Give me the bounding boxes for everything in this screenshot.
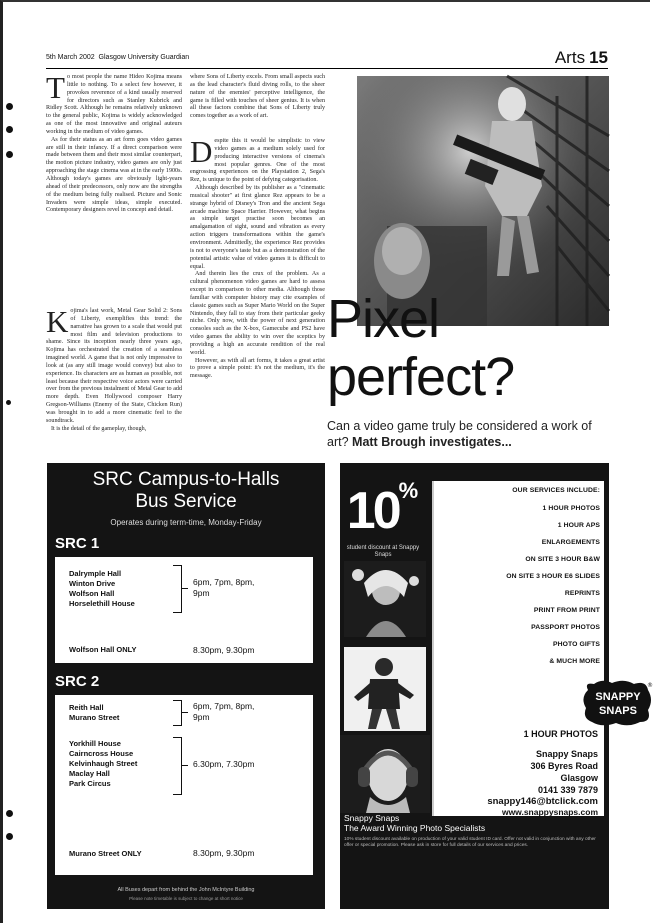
section-name: Arts (554, 48, 586, 67)
binder-hole-mark (6, 833, 13, 840)
shop-phone: 0141 339 7879 (537, 785, 598, 795)
byline: Matt Brough investigates... (352, 435, 512, 449)
binder-hole-mark (6, 400, 11, 405)
logo-line-2: SNAPS (599, 705, 637, 717)
promo-photo-man (344, 647, 426, 731)
article-column-1b (46, 304, 182, 454)
service-item: 1 HOUR PHOTOS (542, 505, 600, 512)
stop-name: Horselethill House (69, 599, 135, 608)
article-paragraph: As for their status as an art form goes video games are still in their infancy. If a direct comparison were made between them and their most similar counterpart, the motion picture industry, video games are only just approaching the stage cinema was at in the early 1900s. Although today's games are obviously light-years ahead of their predecessors, only now are the strengths of the medium being fully realised. Picture and Sonic Invaders were simple ideas, simple executed. Contemporary designers revel in concept and detail. (46, 136, 182, 214)
ad-terms: 10% student discount available on production of your valid student ID card. Offer not valid in conjunction with any other offer or special promotion. Please ask in store for full details of our services and prices. (344, 837, 596, 848)
stops-bracket (173, 700, 182, 726)
bracket-tick (182, 588, 188, 589)
src-2-only-panel (55, 815, 313, 875)
service-item: ENLARGEMENTS (541, 539, 600, 546)
stop-name: Murano Street (69, 713, 120, 722)
article-paragraph: o most people the name Hideo Kojima means little to nothing. To a select few however, it provokes reverence of a kind usually reserved for directors such as Stanley Kubrick and Ridley Scott. Although he remains relatively unknown to the general public, Kojima is widely acknowledged as one of the most innovative and original auteurs working in the medium of video games. (46, 74, 182, 135)
shop-address-1: 306 Byres Road (530, 761, 598, 771)
headline-line-2: perfect? (327, 347, 515, 407)
shop-name: Snappy Snaps (535, 749, 598, 759)
departure-times: 8.30pm, 9.30pm (193, 848, 255, 858)
caption-line-1: Snappy Snaps (344, 813, 400, 823)
departure-times: 6pm, 7pm, 8pm, (193, 701, 255, 711)
src-1-stops (69, 569, 135, 609)
src-2-label: SRC 2 (55, 673, 100, 690)
src-2-schedule-panel (55, 695, 313, 815)
article-paragraph: where Sons of Liberty excels. From small aspects such as the lead character's fluid diving rolls, to the sheer nature of the enemies' perceptive intelligence, the game is filled with touches of sheer genius. It is when all these factors combine that Sons of Liberty truly comes together as a work of art. (190, 74, 325, 120)
service-item: ON SITE 3 HOUR E6 SLIDES (506, 573, 600, 580)
service-item: PASSPORT PHOTOS (531, 624, 600, 631)
bus-ad-title-line-2: Bus Service (135, 491, 237, 512)
snappy-snaps-advert (340, 463, 653, 909)
ad-caption (344, 813, 594, 833)
article-standfirst (327, 418, 612, 450)
stop-name: Wolfson Hall ONLY (69, 645, 137, 654)
header-dateline (46, 54, 189, 61)
bus-ad-footer: All Buses depart from behind the John McIntyre Building (117, 887, 255, 893)
article-paragraph: However, as with all art forms, it takes a great artist to prove a simple point: it's not the medium, it's the message. (190, 357, 325, 380)
stop-name: Winton Drive (69, 579, 116, 588)
dropcap-d: D (190, 134, 213, 169)
article-column-2b (190, 134, 325, 454)
dropcap-t: T (46, 70, 65, 105)
bus-ad-title-line-1: SRC Campus-to-Halls (92, 469, 280, 490)
binder-hole-mark (6, 151, 13, 158)
src-2-times-a (193, 701, 254, 723)
discount-value (340, 478, 422, 541)
headline-line-1: Pixel (327, 289, 440, 349)
article-paragraph: It is the detail of the gameplay, though, (51, 425, 147, 432)
header-rule (46, 68, 608, 69)
promo-photo-woman (344, 561, 426, 637)
services-heading: OUR SERVICES INCLUDE: (512, 487, 600, 494)
src-1-label: SRC 1 (55, 535, 100, 552)
stop-name: Cairncross House (69, 749, 134, 758)
article-paragraph: ojima's last work, Metal Gear Solid 2: Sons of Liberty, exemplifies this trend: the narrative has grown to a scale that would put most film and television productions to shame. Since its inception nearly three years ago, Kojima has orchestrated the creation of a seamless imagined world. A game that is not only impressive to look at (as any still image would convey) but also to experience. Its characters are as human as possible, not least because their respective voice actors were carried over from the previous instalment of Metal Gear to add more depth. Even Hollywood composer Harry Gregson-Williams (Enemy of the State, Chicken Run) was brought in to add a more cinematic feel to the soundtrack. (46, 308, 182, 424)
stop-name: Murano Street ONLY (69, 849, 142, 858)
article-paragraph: Although described by its publisher as a "cinematic musical shooter" at first glance Rez appears to be a strange hybrid of Disney's Tron and the ancient Sega arcade machine Space Harrier. However, what begins as simple target practise soon becomes an amalgamation of sight, sound and vibration as every action triggers transformations within the game's environment. Admittedly, the experience Rez provides is not to everyone's taste but as a demonstration of the potential artistic value of video games it is difficult to equal. (190, 185, 325, 270)
promo-photo-man-image (344, 647, 426, 731)
promo-photo-headphones-image (340, 735, 430, 813)
binder-hole-mark (6, 126, 13, 133)
standfirst-text: Can a video game truly be considered a work of art? (327, 419, 592, 449)
logo-line-1: SNAPPY (595, 691, 641, 703)
stops-bracket (173, 737, 182, 795)
header-date: 5th March 2002 (46, 54, 95, 61)
stops-bracket (173, 565, 182, 613)
src-2-stops-b (69, 739, 137, 789)
discount-text: student discount at Snappy Snaps (346, 545, 420, 558)
page-header (46, 50, 608, 68)
header-publication: Glasgow University Guardian (98, 54, 190, 61)
service-item: & MUCH MORE (549, 658, 600, 665)
service-item: REPRINTS (564, 590, 600, 597)
service-item: 1 HOUR APS (557, 522, 600, 529)
article-headline (327, 290, 612, 406)
discount-badge (340, 478, 422, 541)
logo-registered-mark: ® (647, 682, 653, 689)
bus-ad-subtitle: Operates during term-time, Monday-Friday (110, 518, 262, 527)
departure-times: 6.30pm, 7.30pm (193, 759, 255, 769)
departure-times: 9pm (193, 712, 210, 722)
binder-hole-mark (6, 810, 13, 817)
discount-percent-symbol: % (398, 478, 416, 503)
binder-hole-mark (6, 103, 13, 110)
discount-number: 10 (346, 482, 399, 540)
service-item: PRINT FROM PRINT (533, 607, 600, 614)
bus-ad-footnote: Please note timetable is subject to change at short notice (129, 896, 243, 901)
section-label (555, 48, 608, 68)
caption-line-2: The Award Winning Photo Specialists (344, 823, 486, 833)
stop-name: Wolfson Hall (69, 589, 115, 598)
bus-ad-title (47, 469, 325, 513)
service-item: PHOTO GIFTS (552, 641, 600, 648)
article-paragraph: And therein lies the crux of the problem. As a cultural phenomenon video games are hard to assess except in comparison to other media. Although those familiar with computer history may cite examples of classic games such as Super Mario World on the Super Nintendo, they fall to stay from their particular geeky niche. Only now, with the power of next generation consoles such as the X-box, Gamecube and PS2 have video games the ability to win over the sceptics by providing a high an accurate rendition of the real world. (190, 271, 325, 356)
departure-times: 6pm, 7pm, 8pm, (193, 577, 255, 587)
logo-splash-shape (582, 680, 654, 726)
shop-website: www.snappysnaps.com (501, 807, 598, 817)
service-item: ON SITE 3 HOUR B&W (525, 556, 600, 563)
article-column-2a (190, 74, 325, 134)
shop-address-2: Glasgow (560, 773, 598, 783)
tagline: 1 HOUR PHOTOS (523, 729, 598, 739)
src-1-times (193, 577, 254, 599)
stop-name: Reith Hall (69, 703, 104, 712)
stop-name: Park Circus (69, 779, 111, 788)
src-1-schedule-panel (55, 557, 313, 643)
departure-times: 8.30pm, 9.30pm (193, 645, 255, 655)
snappy-snaps-logo (582, 680, 654, 726)
bracket-tick (182, 765, 188, 766)
promo-photo-headphones (340, 735, 430, 813)
article-column-1 (46, 70, 182, 306)
stop-name: Yorkhill House (69, 739, 121, 748)
src-1-only-panel (55, 637, 313, 663)
shop-email: snappy146@btclick.com (487, 796, 598, 807)
bracket-tick (182, 712, 188, 713)
page-number: 15 (589, 48, 608, 67)
dropcap-k: K (46, 304, 69, 339)
shop-info-panel (432, 671, 653, 817)
stop-name: Kelvinhaugh Street (69, 759, 138, 768)
services-list-panel (432, 481, 604, 671)
departure-times: 9pm (193, 588, 210, 598)
article-paragraph: espite this it would be simplistic to view video games as a medium solely used for producing interactive versions of cinema's most popular genres. One of the most engrossing experiences on the Playstation 2, Sega's Rez, is unique to the point of defying categorisation. (190, 138, 325, 184)
stop-name: Dalrymple Hall (69, 569, 122, 578)
bus-service-advert (47, 463, 325, 909)
promo-photo-woman-image (344, 561, 426, 637)
stop-name: Maclay Hall (69, 769, 110, 778)
src-2-stops-a (69, 703, 119, 723)
